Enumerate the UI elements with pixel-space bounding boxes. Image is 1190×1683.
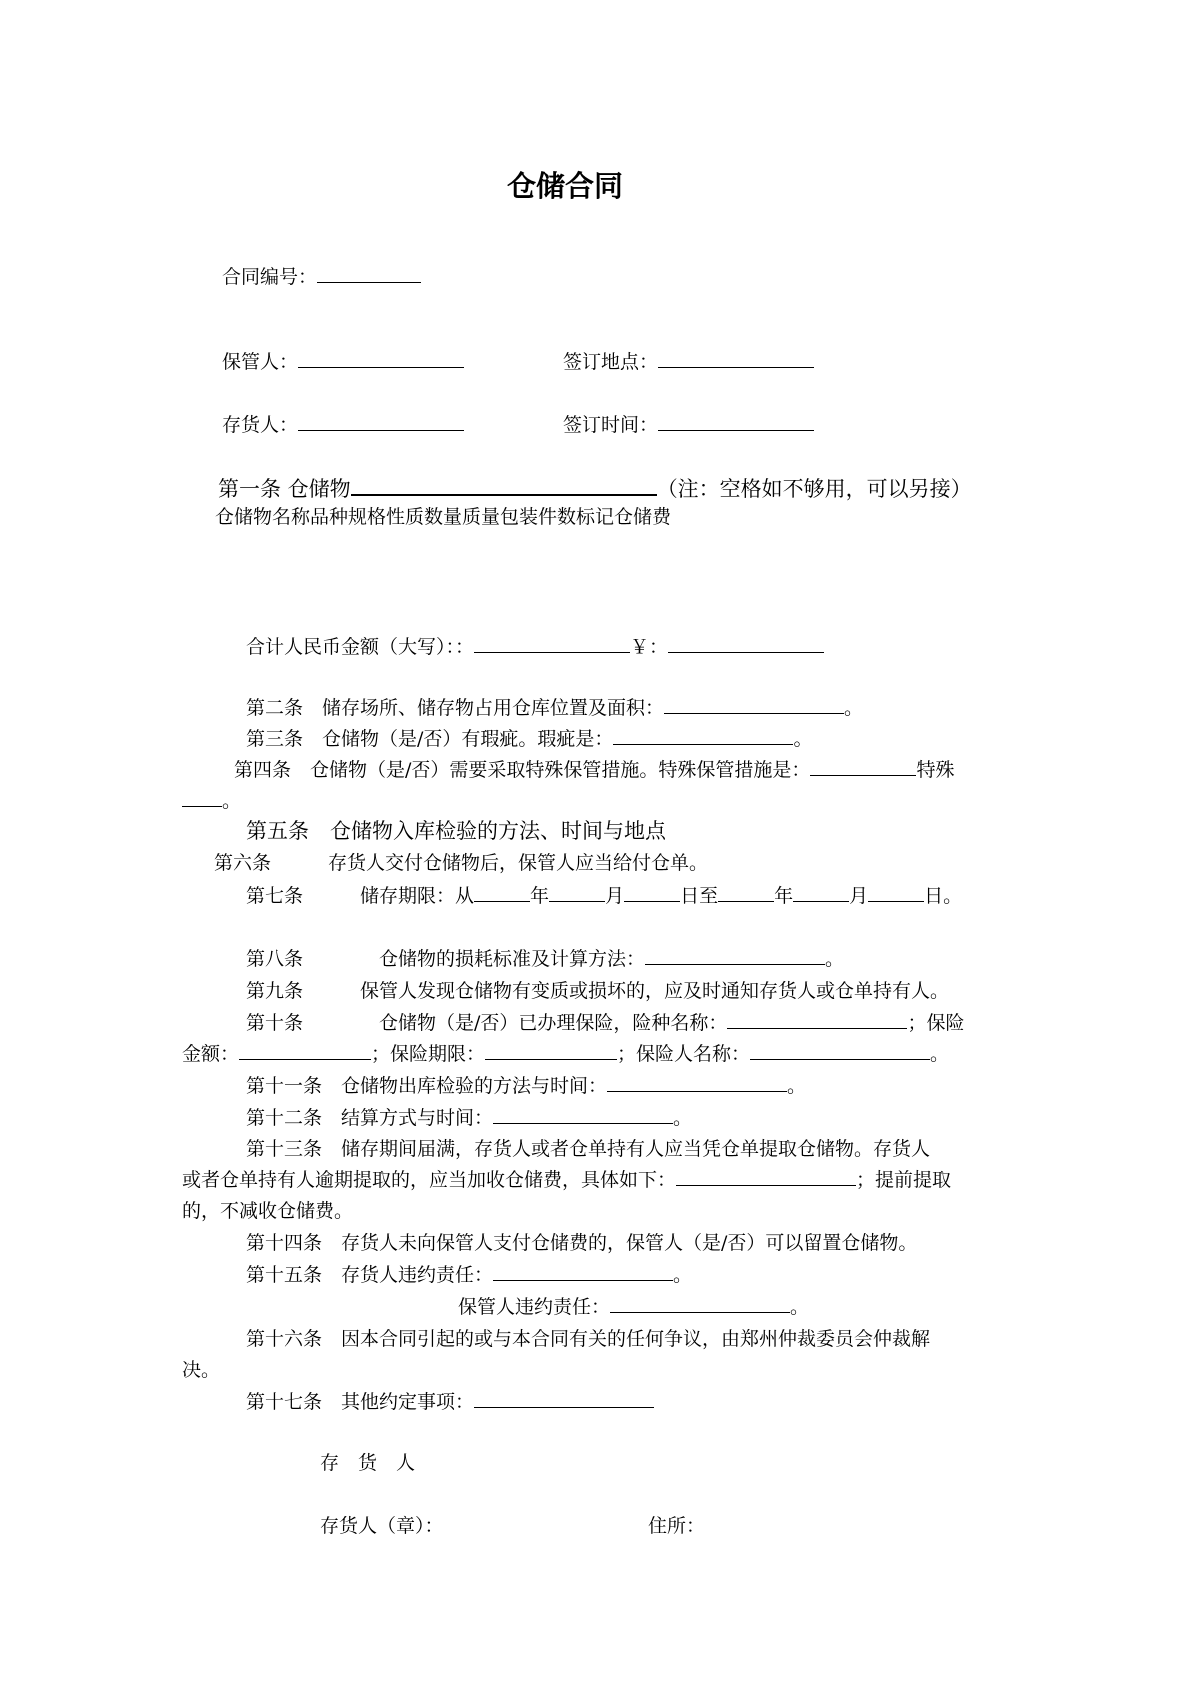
article-13: [246, 1136, 930, 1162]
article-16-text: 因本合同引起的或与本合同有关的任何争议，由郑州仲裁委员会仲裁解: [341, 1328, 931, 1350]
sign-place-row: [563, 349, 814, 375]
article-13-number: 第十三条: [246, 1138, 323, 1160]
end-year-field[interactable]: [718, 883, 774, 902]
insurance-period-label: ；保险期限：: [371, 1043, 486, 1065]
article-4-text: 仓储物（是/否）需要采取特殊保管措施。特殊保管措施是：: [310, 759, 811, 781]
article-2: [246, 695, 863, 721]
article-16-line2: 决。: [182, 1359, 221, 1381]
special-measures-field-cont[interactable]: [182, 788, 222, 807]
page-title: 仓储合同: [506, 169, 623, 203]
article-11-text: 仓储物出库检验的方法与时间：: [341, 1075, 608, 1097]
depositor-liability-field[interactable]: [493, 1262, 673, 1281]
total-amount-label: 合计人民币金额（大写）：：: [246, 636, 475, 658]
yen-amount-field[interactable]: [668, 634, 824, 653]
article-4: [234, 757, 954, 783]
depositor-seal-label: 存货人（章）：: [320, 1515, 444, 1537]
article-17-number: 第十七条: [246, 1391, 323, 1413]
article-11-end: 。: [787, 1075, 807, 1097]
article-10: [246, 1010, 964, 1036]
article-4-number: 第四条: [234, 759, 292, 781]
year-label-2: 年: [774, 885, 794, 907]
article-4-tail: 特殊: [916, 759, 955, 781]
settlement-field[interactable]: [493, 1105, 673, 1124]
article-6-number: 第六条: [214, 852, 272, 874]
article-13-line2-end: ；提前提取: [856, 1169, 952, 1191]
contract-no-field[interactable]: [317, 264, 421, 283]
article-15-text: 存货人违约责任：: [341, 1264, 494, 1286]
storage-location-field[interactable]: [664, 695, 844, 714]
contract-no-label: 合同编号：: [222, 266, 318, 288]
insurer-label: ；保险人名称：: [617, 1043, 751, 1065]
article-13-line2: [182, 1167, 951, 1193]
article-3-text: 仓储物（是/否）有瑕疵。瑕疵是：: [322, 728, 614, 750]
sign-time-label: 签订时间：: [563, 414, 659, 436]
article-6: [214, 850, 708, 876]
sign-place-field[interactable]: [658, 349, 814, 368]
insurance-amount-label: 金额：: [182, 1043, 240, 1065]
article-13-text: 储存期间届满，存货人或者仓单持有人应当凭仓单提取仓储物。存货人: [341, 1138, 931, 1160]
article-14-number: 第十四条: [246, 1232, 323, 1254]
sign-time-row: [563, 412, 814, 438]
article-8-number: 第八条: [246, 948, 304, 970]
article-13-line2-text: 或者仓单持有人逾期提取的，应当加收仓储费，具体如下：: [182, 1169, 677, 1191]
article-4-line2: [182, 788, 241, 814]
article-2-number: 第二条: [246, 697, 304, 719]
article-16: [246, 1326, 930, 1352]
article-6-text: 存货人交付仓储物后，保管人应当给付仓单。: [328, 852, 709, 874]
article-15-line2: [458, 1294, 809, 1320]
depositor-label: 存货人：: [222, 414, 299, 436]
article-14-text: 存货人未向保管人支付仓储费的，保管人（是/否）可以留置仓储物。: [341, 1232, 918, 1254]
article-8-end: 。: [825, 948, 845, 970]
total-amount-row: [246, 634, 824, 660]
keeper-field[interactable]: [298, 349, 464, 368]
article-5: [246, 818, 666, 844]
loss-standard-field[interactable]: [645, 946, 825, 965]
outbound-inspection-field[interactable]: [607, 1073, 787, 1092]
start-year-field[interactable]: [474, 883, 530, 902]
article-9: [246, 978, 949, 1004]
keeper-label: 保管人：: [222, 351, 299, 373]
contract-no-row: [222, 264, 421, 290]
article-13-line3: 的，不减收仓储费。: [182, 1200, 354, 1222]
day-to-label: 日至: [680, 885, 719, 907]
sign-time-field[interactable]: [658, 412, 814, 431]
article-15-number: 第十五条: [246, 1264, 323, 1286]
article-1: [218, 474, 972, 502]
article-12-number: 第十二条: [246, 1107, 323, 1129]
keeper-row: [222, 349, 464, 375]
article-10-sep: ；保险: [907, 1012, 965, 1034]
keeper-liability-label: 保管人违约责任：: [458, 1296, 611, 1318]
article-11-number: 第十一条: [246, 1075, 323, 1097]
end-day-field[interactable]: [868, 883, 924, 902]
article-12: [246, 1105, 692, 1131]
special-measures-field[interactable]: [810, 757, 916, 776]
depositor-party-heading: 存 货 人: [320, 1452, 416, 1474]
start-month-field[interactable]: [549, 883, 605, 902]
insurance-type-field[interactable]: [727, 1010, 907, 1029]
article-1-label: 第一条 仓储物: [218, 477, 351, 501]
insurer-field[interactable]: [750, 1041, 930, 1060]
article-8: [246, 946, 844, 972]
insurance-period-field[interactable]: [485, 1041, 617, 1060]
goods-field[interactable]: [351, 474, 657, 496]
article-10-text: 仓储物（是/否）已办理保险，险种名称：: [379, 1012, 728, 1034]
start-day-field[interactable]: [624, 883, 680, 902]
article-5-number: 第五条: [246, 819, 309, 843]
depositor-field[interactable]: [298, 412, 464, 431]
sign-place-label: 签订地点：: [563, 351, 659, 373]
article-7-text: 储存期限：从: [360, 885, 475, 907]
article-16-number: 第十六条: [246, 1328, 323, 1350]
article-7: [246, 883, 962, 909]
defect-field[interactable]: [613, 726, 793, 745]
depositor-row: [222, 412, 464, 438]
total-amount-field[interactable]: [474, 634, 630, 653]
article-3-end: 。: [793, 728, 813, 750]
article-9-number: 第九条: [246, 980, 304, 1002]
article-17-text: 其他约定事项：: [341, 1391, 475, 1413]
article-1-note: （注：空格如不够用，可以另接）: [656, 477, 972, 501]
article-15-end: 。: [673, 1264, 693, 1286]
year-label: 年: [530, 885, 550, 907]
article-3: [246, 726, 812, 752]
keeper-liability-field[interactable]: [610, 1294, 790, 1313]
day-label-2: 日。: [924, 885, 963, 907]
article-7-number: 第七条: [246, 885, 304, 907]
article-14: [246, 1230, 917, 1256]
article-8-text: 仓储物的损耗标准及计算方法：: [379, 948, 646, 970]
address-label: 住所：: [648, 1515, 706, 1537]
article-2-text: 储存场所、储存物占用仓库位置及面积：: [322, 697, 665, 719]
overdue-fee-field[interactable]: [676, 1167, 856, 1186]
article-12-text: 结算方式与时间：: [341, 1107, 494, 1129]
article-10-number: 第十条: [246, 1012, 304, 1034]
yen-label: ￥：: [630, 636, 669, 658]
month-label-2: 月: [849, 885, 869, 907]
article-9-text: 保管人发现仓储物有变质或损坏的，应及时通知存货人或仓单持有人。: [360, 980, 950, 1002]
insurance-amount-field[interactable]: [239, 1041, 371, 1060]
month-label: 月: [605, 885, 625, 907]
goods-columns: 仓储物名称品种规格性质数量质量包装件数标记仓储费: [215, 506, 672, 528]
article-5-text: 仓储物入库检验的方法、时间与地点: [330, 819, 666, 843]
article-11: [246, 1073, 806, 1099]
article-15: [246, 1262, 692, 1288]
article-2-end: 。: [844, 697, 864, 719]
article-10-end: 。: [930, 1043, 950, 1065]
article-3-number: 第三条: [246, 728, 304, 750]
article-12-end: 。: [673, 1107, 693, 1129]
article-15-line2-end: 。: [790, 1296, 810, 1318]
article-17: [246, 1389, 654, 1415]
other-terms-field[interactable]: [474, 1389, 654, 1408]
article-4-end: 。: [222, 790, 242, 812]
end-month-field[interactable]: [793, 883, 849, 902]
article-10-line2: [182, 1041, 949, 1067]
